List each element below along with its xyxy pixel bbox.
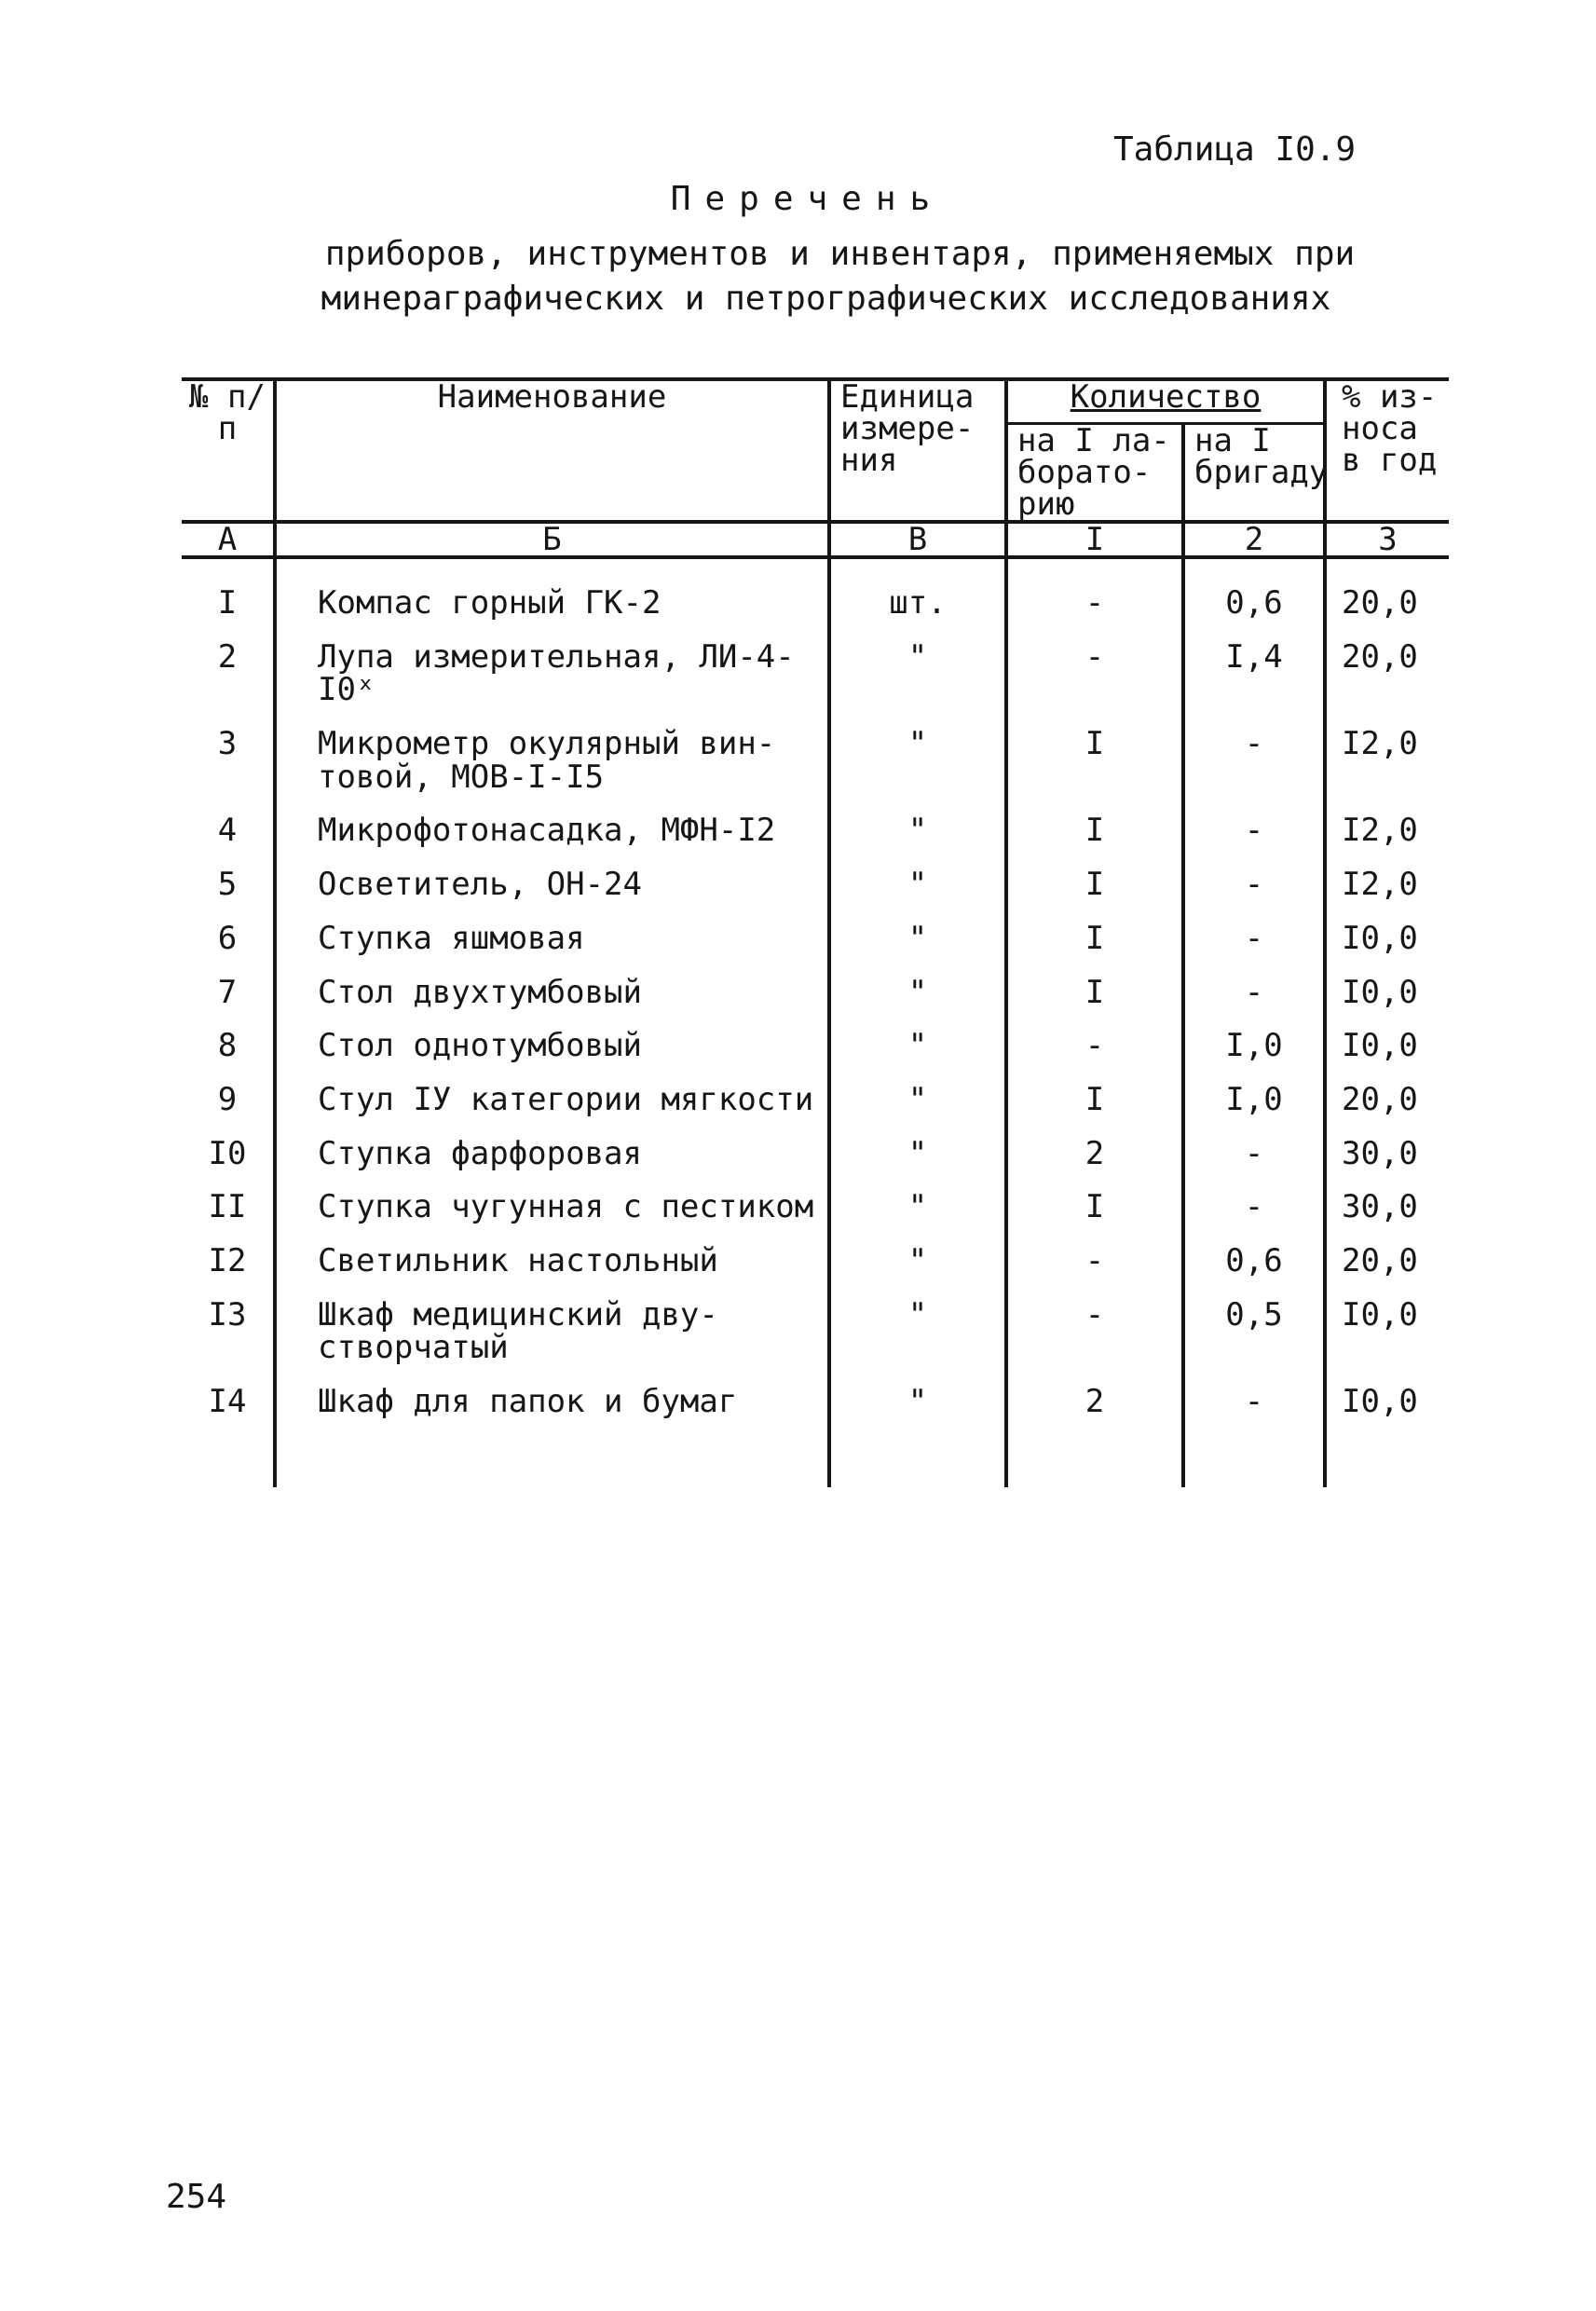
wear-percent: I0,0 bbox=[1325, 912, 1449, 966]
item-name: Микрофотонасадка, МФН-I2 bbox=[275, 804, 829, 858]
header-unit: Единица измере-ния bbox=[829, 379, 1006, 522]
item-unit: " bbox=[829, 858, 1006, 912]
title-line-2: приборов, инструментов и инвентаря, применяемых при bbox=[324, 235, 1356, 273]
qty-per-brigade: 0,6 bbox=[1183, 557, 1325, 631]
qty-per-lab: I bbox=[1006, 966, 1183, 1020]
wear-percent: I0,0 bbox=[1325, 966, 1449, 1020]
row-num: 7 bbox=[217, 973, 238, 1011]
row-num: I0 bbox=[208, 1134, 247, 1172]
item-name: Стол однотумбовый bbox=[275, 1019, 829, 1073]
qty-per-lab: - bbox=[1006, 631, 1183, 718]
item-name: Компас горный ГК-2 bbox=[275, 557, 829, 631]
wear-percent: I0,0 bbox=[1325, 1375, 1449, 1429]
row-num: 8 bbox=[217, 1027, 238, 1065]
col-letter: I bbox=[1006, 522, 1183, 557]
table-body bbox=[182, 557, 1449, 1487]
row-num: 5 bbox=[217, 866, 238, 904]
qty-per-brigade: I,4 bbox=[1183, 631, 1325, 718]
table-row bbox=[182, 858, 1449, 912]
qty-per-brigade: 0,5 bbox=[1183, 1289, 1325, 1375]
table-row bbox=[182, 966, 1449, 1020]
item-name: Ступка чугунная с пестиком bbox=[275, 1181, 829, 1235]
item-unit: шт. bbox=[829, 557, 1006, 631]
item-unit: " bbox=[829, 912, 1006, 966]
row-num: 3 bbox=[217, 725, 238, 763]
qty-per-brigade: I,0 bbox=[1183, 1019, 1325, 1073]
qty-per-brigade: - bbox=[1183, 1181, 1325, 1235]
row-num: II bbox=[208, 1188, 247, 1226]
table-row bbox=[182, 1375, 1449, 1429]
wear-percent: 30,0 bbox=[1325, 1128, 1449, 1182]
item-unit: " bbox=[829, 1235, 1006, 1289]
qty-per-lab: - bbox=[1006, 1235, 1183, 1289]
qty-per-lab: I bbox=[1006, 1181, 1183, 1235]
item-unit: " bbox=[829, 1128, 1006, 1182]
qty-per-lab: - bbox=[1006, 1019, 1183, 1073]
table-tail bbox=[182, 1429, 1449, 1487]
item-unit: " bbox=[829, 1073, 1006, 1128]
row-num: I4 bbox=[208, 1383, 247, 1420]
table-row bbox=[182, 1073, 1449, 1128]
qty-per-brigade: I,0 bbox=[1183, 1073, 1325, 1128]
table-row bbox=[182, 1289, 1449, 1375]
wear-percent: 20,0 bbox=[1325, 631, 1449, 718]
wear-percent: 20,0 bbox=[1325, 557, 1449, 631]
title-line-3: минераграфических и петрографических исследованиях bbox=[321, 280, 1331, 318]
item-name: Микрометр окулярный вин-товой, МОВ-I-I5 bbox=[275, 718, 829, 804]
qty-per-brigade: - bbox=[1183, 966, 1325, 1020]
qty-per-lab: I bbox=[1006, 804, 1183, 858]
item-unit: " bbox=[829, 1375, 1006, 1429]
col-letter: 3 bbox=[1325, 522, 1449, 557]
row-num: 4 bbox=[217, 812, 238, 850]
qty-per-brigade: - bbox=[1183, 858, 1325, 912]
item-name: Шкаф для папок и бумаг bbox=[275, 1375, 829, 1429]
table-row bbox=[182, 557, 1449, 631]
header-qty-brig: на I бригаду bbox=[1183, 425, 1325, 522]
table-row bbox=[182, 631, 1449, 718]
header-wear: % из-носа в год bbox=[1325, 379, 1449, 522]
header-name: Наименование bbox=[275, 379, 829, 522]
table-row bbox=[182, 1128, 1449, 1182]
qty-per-lab: I bbox=[1006, 912, 1183, 966]
row-num: I3 bbox=[208, 1295, 247, 1333]
header-row bbox=[182, 379, 1449, 425]
table-label: Таблица I0.9 bbox=[1113, 130, 1357, 169]
row-num: I2 bbox=[208, 1241, 247, 1279]
page-number: 254 bbox=[166, 2178, 227, 2216]
row-num: I bbox=[217, 584, 238, 622]
table-row bbox=[182, 718, 1449, 804]
qty-per-lab: - bbox=[1006, 1289, 1183, 1375]
qty-per-brigade: - bbox=[1183, 804, 1325, 858]
qty-per-lab: I bbox=[1006, 858, 1183, 912]
item-unit: " bbox=[829, 718, 1006, 804]
qty-per-lab: - bbox=[1006, 557, 1183, 631]
col-letter: Б bbox=[275, 522, 829, 557]
wear-percent: I2,0 bbox=[1325, 804, 1449, 858]
qty-per-lab: I bbox=[1006, 1073, 1183, 1128]
qty-per-lab: 2 bbox=[1006, 1375, 1183, 1429]
column-letters-row bbox=[182, 522, 1449, 557]
item-unit: " bbox=[829, 1181, 1006, 1235]
qty-per-brigade: - bbox=[1183, 1128, 1325, 1182]
item-name: Стол двухтумбовый bbox=[275, 966, 829, 1020]
row-num: 6 bbox=[217, 919, 238, 957]
qty-per-lab: I bbox=[1006, 718, 1183, 804]
wear-percent: I2,0 bbox=[1325, 858, 1449, 912]
wear-percent: I2,0 bbox=[1325, 718, 1449, 804]
table-row bbox=[182, 804, 1449, 858]
item-name: Лупа измерительная, ЛИ-4-I0ˣ bbox=[275, 631, 829, 718]
item-unit: " bbox=[829, 966, 1006, 1020]
title-heading: Перечень bbox=[670, 180, 945, 218]
table-row bbox=[182, 1181, 1449, 1235]
row-num: 9 bbox=[217, 1080, 238, 1118]
wear-percent: 30,0 bbox=[1325, 1181, 1449, 1235]
item-name: Ступка фарфоровая bbox=[275, 1128, 829, 1182]
header-quantity: Количество bbox=[1008, 381, 1323, 425]
table-row bbox=[182, 1235, 1449, 1289]
row-num: 2 bbox=[217, 637, 238, 676]
wear-percent: I0,0 bbox=[1325, 1289, 1449, 1375]
item-unit: " bbox=[829, 804, 1006, 858]
wear-percent: 20,0 bbox=[1325, 1073, 1449, 1128]
wear-percent: I0,0 bbox=[1325, 1019, 1449, 1073]
item-name: Ступка яшмовая bbox=[275, 912, 829, 966]
item-name: Светильник настольный bbox=[275, 1235, 829, 1289]
qty-per-brigade: 0,6 bbox=[1183, 1235, 1325, 1289]
item-unit: " bbox=[829, 631, 1006, 718]
qty-per-brigade: - bbox=[1183, 912, 1325, 966]
item-unit: " bbox=[829, 1019, 1006, 1073]
qty-per-brigade: - bbox=[1183, 718, 1325, 804]
qty-per-brigade: - bbox=[1183, 1375, 1325, 1429]
qty-per-lab: 2 bbox=[1006, 1128, 1183, 1182]
col-letter: А bbox=[182, 522, 275, 557]
equipment-table bbox=[182, 377, 1449, 1487]
table-row bbox=[182, 912, 1449, 966]
header-qty-lab: на I ла-борато-рию bbox=[1006, 425, 1183, 522]
table-row bbox=[182, 1019, 1449, 1073]
header-quantity-cell bbox=[1006, 379, 1325, 425]
wear-percent: 20,0 bbox=[1325, 1235, 1449, 1289]
col-letter: 2 bbox=[1183, 522, 1325, 557]
header-num: № п/п bbox=[182, 379, 275, 522]
item-name: Стул IУ категории мягкости bbox=[275, 1073, 829, 1128]
item-name: Шкаф медицинский дву-створчатый bbox=[275, 1289, 829, 1375]
item-unit: " bbox=[829, 1289, 1006, 1375]
col-letter: В bbox=[829, 522, 1006, 557]
item-name: Осветитель, ОН-24 bbox=[275, 858, 829, 912]
